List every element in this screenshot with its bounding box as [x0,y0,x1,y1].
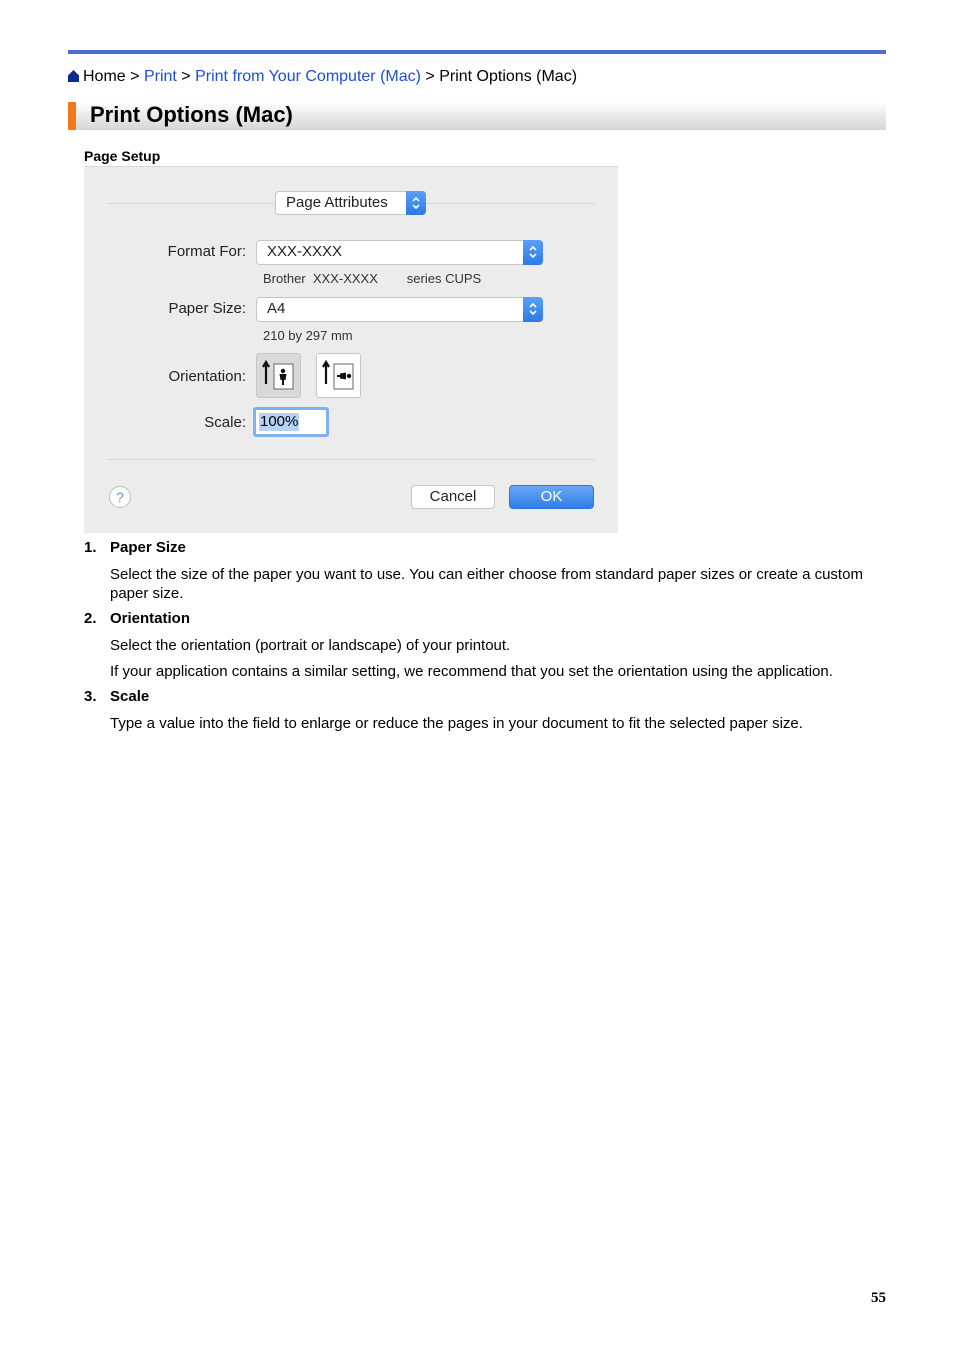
orientation-landscape-button[interactable] [316,353,361,398]
breadcrumb-link-print[interactable]: Print [143,68,177,85]
breadcrumb-current: Print Options (Mac) [439,68,578,85]
format-for-value: XXX-XXXX [267,243,343,260]
breadcrumb-home: Home [83,68,126,85]
landscape-icon [317,354,360,397]
orientation-portrait-button[interactable] [256,353,301,398]
page-title: Print Options (Mac) [90,102,293,127]
ok-button[interactable]: OK [509,485,594,509]
list-item-paragraph: If your application contains a similar setting, we recommend that you set the orientation using the application. [110,663,833,680]
list-item-title: Orientation [110,610,191,627]
format-for-detail: Brother XXX-XXXX series CUPS [263,271,482,286]
help-button[interactable]: ? [109,486,131,508]
header-rule [68,50,886,54]
paper-size-popup[interactable] [256,297,543,322]
settings-popup-label: Page Attributes [286,194,388,211]
page-number: 55 [871,1290,886,1306]
list-item-number: 1. [84,539,97,556]
format-for-popup[interactable] [256,240,543,265]
paper-size-detail: 210 by 297 mm [263,328,353,343]
list-item-paragraph: Select the orientation (portrait or landscape) of your printout. [110,637,511,654]
page-title-bar [68,102,886,130]
list-item-number: 2. [84,610,97,627]
cancel-button[interactable]: Cancel [411,485,495,509]
popup-stepper-icon [523,240,543,265]
breadcrumb-separator: > [130,68,140,85]
breadcrumb [68,68,577,86]
list-item-title: Scale [110,688,150,705]
list-item-number: 3. [84,688,97,705]
settings-popup[interactable] [275,191,426,215]
scale-label: Scale: [204,414,246,431]
page-setup-dialog [84,166,618,533]
orientation-label: Orientation: [168,368,246,385]
paper-size-label: Paper Size: [168,300,246,317]
scale-value: 100% [260,413,299,430]
breadcrumb-separator: > [425,68,435,85]
section-label: Page Setup [84,148,161,164]
home-icon[interactable] [68,70,79,82]
list-item-title: Paper Size [110,539,186,556]
list-item-paragraph: Type a value into the field to enlarge or reduce the pages in your document to fit the selected paper size. [110,715,803,732]
dialog-divider [108,459,594,460]
portrait-icon [257,354,300,397]
breadcrumb-separator: > [181,68,191,85]
title-accent-bar [68,102,76,130]
popup-stepper-icon [406,191,426,215]
list-item-paragraph: Select the size of the paper you want to use. You can either choose from standard paper sizes or create a custom paper size. [110,566,863,602]
popup-stepper-icon [523,297,543,322]
format-for-label: Format For: [167,243,246,260]
breadcrumb-link-print-from-computer[interactable]: Print from Your Computer (Mac) [195,68,421,85]
scale-input[interactable] [253,407,329,437]
paper-size-value: A4 [267,300,286,317]
